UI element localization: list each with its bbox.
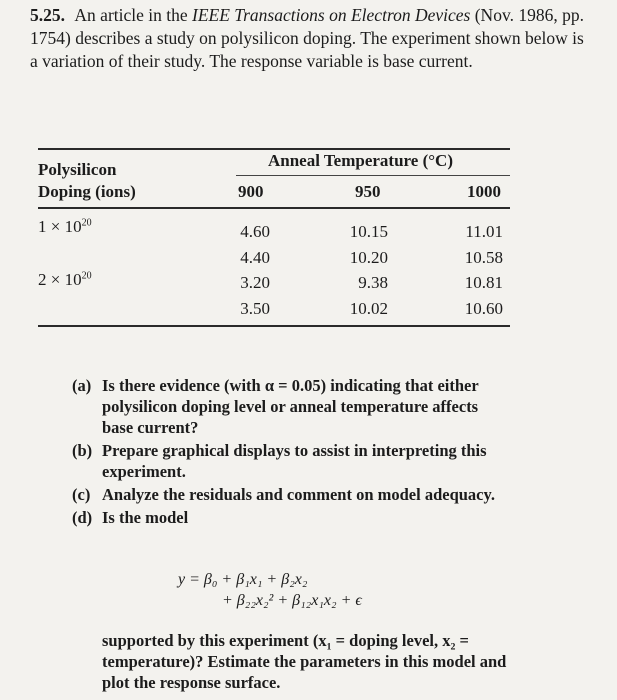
table-header-rule [38,207,510,209]
column-header-950: 950 [355,182,381,201]
table-cell: 10.60 [464,299,503,318]
closing-text: supported by this experiment (x₁ = doping level, x₂ = temperature)? Estimate the parameters in this model and plot the response surface. [102,631,507,692]
table-span-rule [236,175,510,176]
table-cell: 10.81 [464,273,503,292]
column-header-1000: 1000 [467,182,501,201]
table-cell: 10.20 [349,248,388,267]
question-d [72,507,512,528]
question-c [72,484,512,505]
table-top-rule [38,148,510,150]
intro-text-b: (Nov. 1986, pp. 1754) describes a study on polysilicon doping. The experiment shown below is a variation of their study. The response variable is base current. [30,5,584,71]
table-cell: 10.15 [349,222,388,241]
question-b [72,440,512,482]
doping-level-2: $2 \times 10^{20}$ [38,270,92,289]
model-equation-line2: + β₂₂x₂² + β₁₂x₁x₂ + ϵ [222,592,362,609]
question-label: (a) [72,376,92,395]
model-equation-line1: y = β₀ + β₁x₁ + β₂x₂ [178,571,308,588]
question-a [72,375,512,438]
table-cell: 3.50 [240,299,270,318]
problem-statement [30,4,590,73]
question-text: Analyze the residuals and comment on model adequacy. [102,485,495,504]
table-cell: 4.60 [240,222,270,241]
row-header-line1: Polysilicon [38,160,117,179]
journal-name: IEEE Transactions on Electron Devices [192,5,471,25]
table-cell: 10.02 [349,299,388,318]
question-list [72,375,512,530]
table-cell: 4.40 [240,248,270,267]
table-cell: 11.01 [465,222,503,241]
question-label: (d) [72,508,93,527]
table-cell: 10.58 [464,248,503,267]
question-text: Is there evidence (with α = 0.05) indicating that either polysilicon doping level or anneal temperature affects base current? [102,376,479,437]
table-bottom-rule [38,325,510,327]
question-text: Prepare graphical displays to assist in interpreting this experiment. [102,441,487,481]
question-text: Is the model [102,508,189,527]
problem-number: 5.25. [30,5,65,25]
question-label: (c) [72,485,91,504]
table-cell: 3.20 [240,273,270,292]
intro-text-a: An article in the [74,5,188,25]
question-label: (b) [72,441,93,460]
column-header-900: 900 [238,182,264,201]
table-cell: 9.38 [358,273,388,292]
doping-level-1: $1 \times 10^{20}$ [38,217,92,236]
row-header-line2: Doping (ions) [38,182,136,201]
column-group-header: Anneal Temperature (°C) [268,151,453,170]
